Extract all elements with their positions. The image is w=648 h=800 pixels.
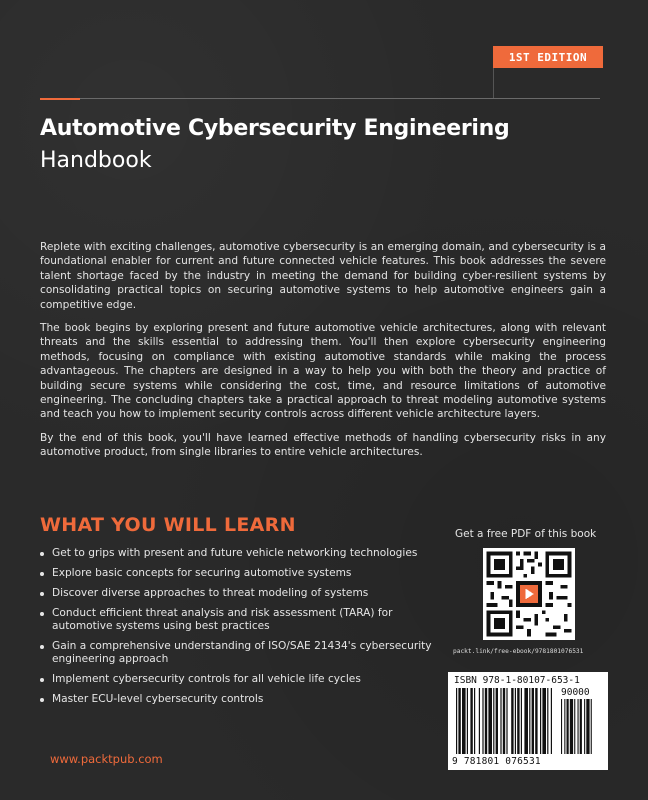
qr-code[interactable] — [483, 548, 575, 640]
list-item-text: Master ECU-level cybersecurity controls — [52, 693, 264, 705]
list-item — [40, 640, 440, 666]
learn-section-title: WHAT YOU WILL LEARN — [40, 514, 296, 536]
list-item — [40, 693, 440, 706]
description-paragraph: The book begins by exploring present and future automotive vehicle architectures, along with relevant threats and the skills essential to addressing them. You'll then explore cybersecurity engineering methods, focusing on compliance with existing automotive standards while making the process advantageous. The chapters are designed in a way to help you with both the theory and practice of building secure systems while considering the cost, time, and resource limitations of automotive engineering. The concluding chapters take a practical approach to threat modeling automotive systems and teach you how to implement security controls across different vehicle architecture layers. — [40, 322, 606, 421]
free-pdf-label: Get a free PDF of this book — [455, 528, 597, 540]
free-ebook-link[interactable]: packt.link/free-ebook/9781801076531 — [453, 648, 584, 655]
bullet-icon — [40, 698, 44, 702]
description-paragraph: By the end of this book, you'll have learned effective methods of handling cybersecurity risks in any automotive product, from single libraries to entire vehicle architectures. — [40, 431, 606, 459]
list-item-text: Conduct efficient threat analysis and risk assessment (TARA) for automotive systems using best practices — [52, 607, 393, 632]
bullet-icon — [40, 645, 44, 649]
book-description — [40, 240, 606, 469]
isbn-text: ISBN 978-1-80107-653-1 — [454, 675, 580, 686]
bullet-icon — [40, 592, 44, 596]
price-code: 90000 — [561, 687, 590, 698]
edition-divider — [493, 68, 494, 98]
edition-badge: 1ST EDITION — [493, 46, 603, 68]
learn-list — [40, 547, 440, 713]
title-rule — [40, 98, 600, 99]
title-rule-accent — [40, 98, 80, 100]
description-paragraph: Replete with exciting challenges, automotive cybersecurity is an emerging domain, and cybersecurity is a foundational enabler for current and future connected vehicle features. This book addresses the severe talent shortage faced by the industry in meeting the demand for building cyber-resilient systems by consolidating practical topics on securing automotive systems to help automotive engineers gain a competitive edge. — [40, 241, 606, 311]
bullet-icon — [40, 572, 44, 576]
book-title-line2: Handbook — [40, 148, 152, 173]
list-item — [40, 607, 440, 633]
isbn-barcode — [448, 672, 608, 770]
website-link[interactable]: www.packtpub.com — [50, 752, 163, 766]
list-item-text: Explore basic concepts for securing automotive systems — [52, 567, 352, 579]
list-item-text: Implement cybersecurity controls for all vehicle life cycles — [52, 673, 361, 685]
list-item-text: Get to grips with present and future vehicle networking technologies — [52, 547, 418, 559]
list-item — [40, 587, 440, 600]
qr-code-icon — [483, 548, 575, 640]
bullet-icon — [40, 552, 44, 556]
book-title-line1: Automotive Cybersecurity Engineering — [40, 116, 510, 141]
bullet-icon — [40, 612, 44, 616]
barcode-digits: 9 781801 076531 — [452, 756, 541, 767]
bullet-icon — [40, 678, 44, 682]
list-item — [40, 567, 440, 580]
list-item-text: Gain a comprehensive understanding of ISO/SAE 21434's cybersecurity engineering approach — [52, 640, 432, 665]
list-item-text: Discover diverse approaches to threat modeling of systems — [52, 587, 369, 599]
list-item — [40, 547, 440, 560]
list-item — [40, 673, 440, 686]
